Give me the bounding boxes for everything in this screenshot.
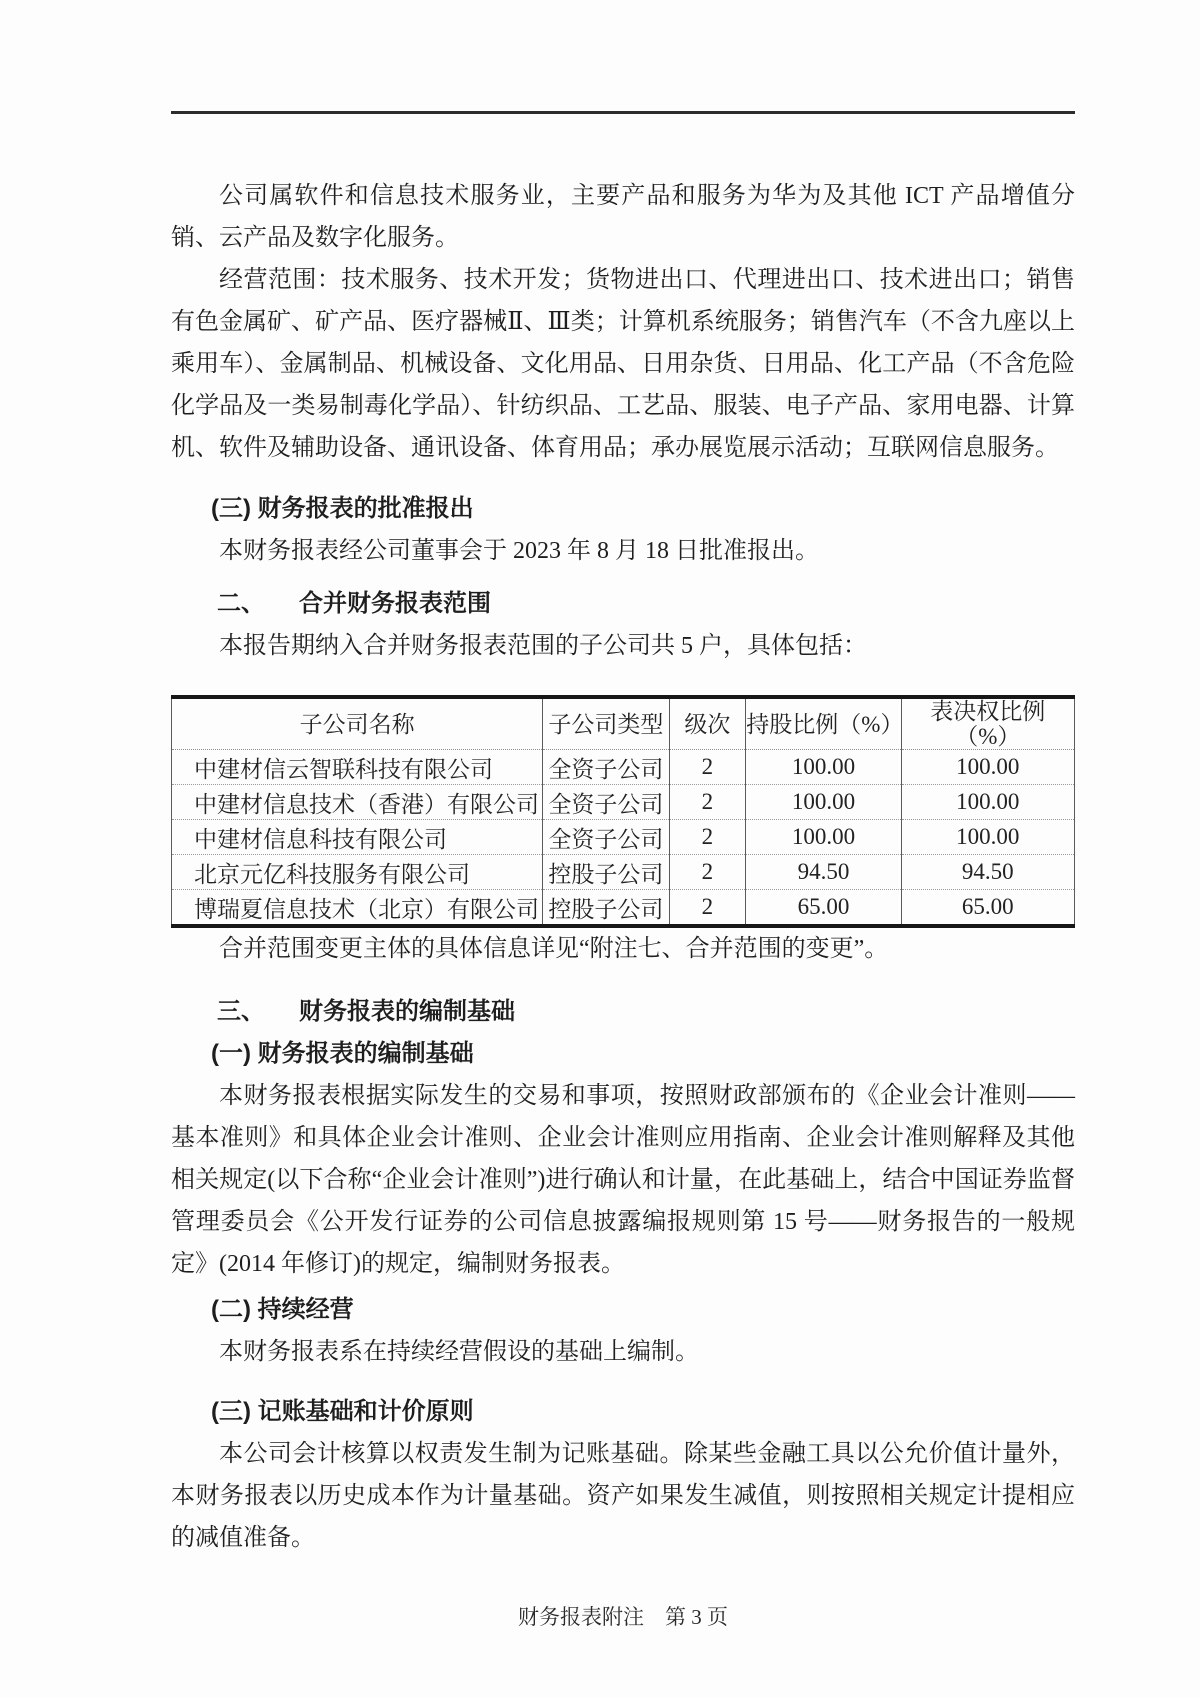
column-header-voting-line1: 表决权比例 xyxy=(930,699,1046,724)
table-row xyxy=(172,750,1075,785)
section-number: 二、 xyxy=(217,590,265,617)
column-header-type: 子公司类型 xyxy=(543,697,669,750)
heading-preparation-basis xyxy=(217,991,1075,1033)
cell-shareholding: 100.00 xyxy=(746,820,901,855)
cell-voting: 65.00 xyxy=(901,890,1074,927)
cell-subsidiary-name: 中建材信息技术（香港）有限公司 xyxy=(172,785,543,820)
paragraph-scope-note: 合并范围变更主体的具体信息详见“附注七、合并范围的变更”。 xyxy=(219,936,889,962)
cell-subsidiary-type: 控股子公司 xyxy=(543,855,669,890)
column-header-voting-line2: （%） xyxy=(955,724,1021,749)
cell-voting: 100.00 xyxy=(901,820,1074,855)
cell-voting: 100.00 xyxy=(901,750,1074,785)
cell-subsidiary-type: 全资子公司 xyxy=(543,750,669,785)
cell-subsidiary-name: 中建材信息科技有限公司 xyxy=(172,820,543,855)
cell-level: 2 xyxy=(669,820,746,855)
section-number: 三、 xyxy=(217,998,265,1025)
heading-consolidation-scope xyxy=(217,583,1075,625)
heading-accounting-basis: (三) 记账基础和计价原则 xyxy=(211,1398,474,1425)
cell-shareholding: 100.00 xyxy=(746,750,901,785)
column-header-voting xyxy=(901,697,1074,750)
table-row xyxy=(172,855,1075,890)
cell-subsidiary-name: 中建材信云智联科技有限公司 xyxy=(172,750,543,785)
paragraph-accounting-basis: 本公司会计核算以权责发生制为记账基础。除某些金融工具以公允价值计量外，本财务报表以历史成本作为计量基础。资产如果发生减值，则按照相关规定计提相应的减值准备。 xyxy=(171,1441,1075,1551)
cell-subsidiary-type: 全资子公司 xyxy=(543,785,669,820)
cell-level: 2 xyxy=(669,785,746,820)
cell-level: 2 xyxy=(669,855,746,890)
cell-shareholding: 94.50 xyxy=(746,855,901,890)
cell-voting: 100.00 xyxy=(901,785,1074,820)
column-header-name: 子公司名称 xyxy=(172,697,543,750)
column-header-shareholding: 持股比例（%） xyxy=(746,697,901,750)
cell-shareholding: 100.00 xyxy=(746,785,901,820)
cell-subsidiary-name: 博瑞夏信息技术（北京）有限公司 xyxy=(172,890,543,927)
table-row xyxy=(172,890,1075,927)
column-header-level: 级次 xyxy=(669,697,746,750)
cell-voting: 94.50 xyxy=(901,855,1074,890)
table-header-row xyxy=(172,697,1075,750)
cell-subsidiary-type: 全资子公司 xyxy=(543,820,669,855)
cell-shareholding: 65.00 xyxy=(746,890,901,927)
subsidiaries-table xyxy=(171,695,1075,928)
heading-approval: (三) 财务报表的批准报出 xyxy=(211,495,474,522)
paragraph-approval: 本财务报表经公司董事会于 2023 年 8 月 18 日批准报出。 xyxy=(219,538,819,564)
table-row xyxy=(172,820,1075,855)
header-rule xyxy=(171,111,1075,114)
paragraph-scope-intro: 本报告期纳入合并财务报表范围的子公司共 5 户，具体包括： xyxy=(219,633,867,659)
paragraph-basis-sub1: 本财务报表根据实际发生的交易和事项，按照财政部颁布的《企业会计准则——基本准则》和具体企业会计准则、企业会计准则应用指南、企业会计准则解释及其他相关规定(以下合称“企业会计准则”)进行确认和计量，在此基础上，结合中国证券监督管理委员会《公开发行证券的公司信息披露编报规则第 15 号——财务报告的一般规定》(2014 年修订)的规定，编制财务报表。 xyxy=(171,1083,1075,1277)
paragraph-business-scope: 经营范围：技术服务、技术开发；货物进出口、代理进出口、技术进出口；销售有色金属矿、矿产品、医疗器械Ⅱ、Ⅲ类；计算机系统服务；销售汽车（不含九座以上乘用车）、金属制品、机械设备、文化用品、日用杂货、日用品、化工产品（不含危险化学品及一类易制毒化学品）、针纺织品、工艺品、服装、电子产品、家用电器、计算机、软件及辅助设备、通讯设备、体育用品；承办展览展示活动；互联网信息服务。 xyxy=(171,267,1075,461)
paragraph-going-concern: 本财务报表系在持续经营假设的基础上编制。 xyxy=(219,1339,699,1365)
table-row xyxy=(172,785,1075,820)
cell-subsidiary-name: 北京元亿科技服务有限公司 xyxy=(172,855,543,890)
paragraph-industry: 公司属软件和信息技术服务业，主要产品和服务为华为及其他 ICT 产品增值分销、云产品及数字化服务。 xyxy=(171,183,1075,251)
cell-level: 2 xyxy=(669,890,746,927)
heading-basis-sub1: (一) 财务报表的编制基础 xyxy=(211,1040,474,1067)
page-content xyxy=(171,0,1075,1633)
section-title: 财务报表的编制基础 xyxy=(299,998,515,1025)
cell-level: 2 xyxy=(669,750,746,785)
cell-subsidiary-type: 控股子公司 xyxy=(543,890,669,927)
heading-going-concern: (二) 持续经营 xyxy=(211,1296,354,1323)
section-title: 合并财务报表范围 xyxy=(299,590,491,617)
page-footer: 财务报表附注 第 3 页 xyxy=(518,1605,728,1629)
